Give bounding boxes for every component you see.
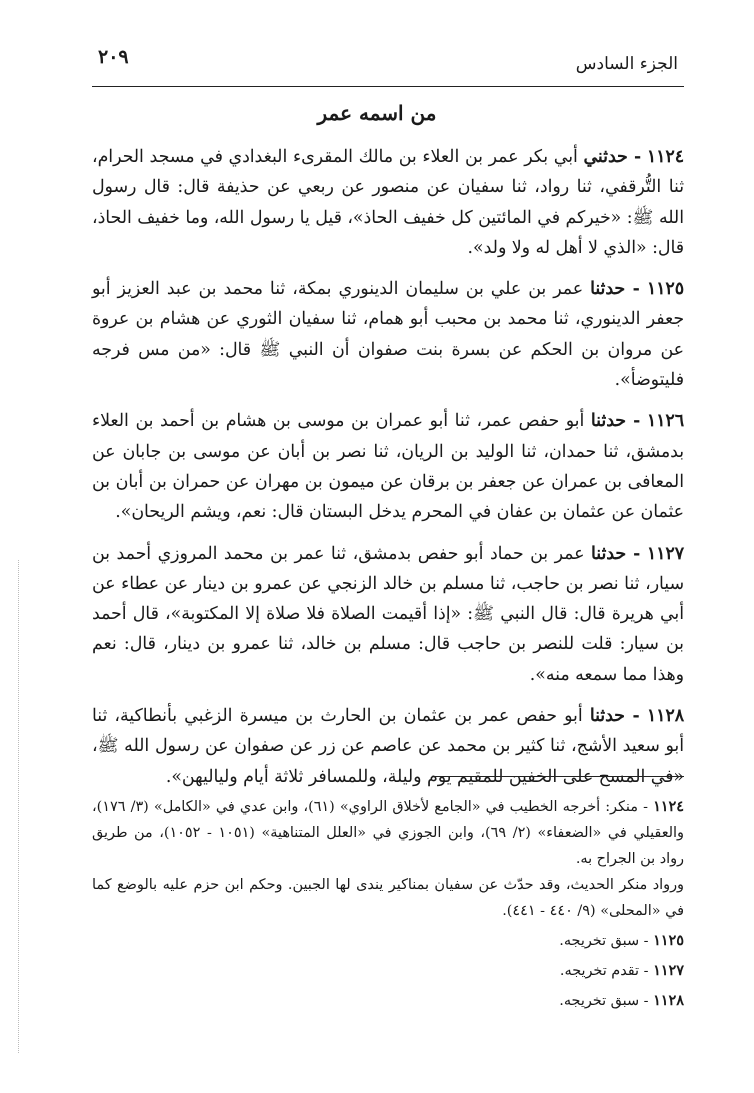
- hadith-text: أبو حفص عمر بن عثمان بن الحارث بن ميسرة الزغبي بأنطاكية، ثنا أبو سعيد الأشج، ثنا كثير بن محمد عن عاصم عن زر عن صفوان عن رسول الله ﷺ، «في المسح على الخفين للمقيم يوم وليلة، وللمسافر ثلاثة أيام ولياليهن».: [92, 706, 684, 787]
- footnote-text: سبق تخريجه.: [559, 933, 640, 949]
- scan-gutter-line: [18, 560, 19, 1053]
- footnotes: [92, 794, 684, 1014]
- hadith-lead-word: حدثنا: [589, 706, 625, 727]
- hadith-entry: ١١٢٥ - حدثنا عمر بن علي بن سليمان الدينوري بمكة، ثنا محمد بن عبد العزيز أبو جعفر الدينوري، ثنا محمد بن محبب أبو همام، ثنا سفيان الثوري عن هشام بن عروة عن مروان بن الحكم عن بسرة بنت صفوان أن النبي ﷺ قال: «من مس فرجه فليتوضأ».: [92, 279, 684, 391]
- hadith-text: عمر بن علي بن سليمان الدينوري بمكة، ثنا محمد بن عبد العزيز أبو جعفر الدينوري، ثنا محمد بن محبب أبو همام، ثنا سفيان الثوري عن هشام بن عروة عن مروان بن الحكم عن بسرة بنت صفوان أن النبي ﷺ قال: «من مس فرجه فليتوضأ».: [92, 279, 684, 391]
- footnote-divider: [432, 776, 684, 777]
- footnote-text: تقدم تخريجه.: [559, 963, 640, 979]
- footnote-number: ١١٢٤: [653, 798, 684, 815]
- footnote-number: ١١٢٨: [653, 992, 684, 1009]
- footnote-text: منكر: أخرجه الخطيب في «الجامع لأخلاق الراوي» (٦١)، وابن عدي في «الكامل» (٣/ ١٧٦)، والعقيلي في «الضعفاء» (٢/ ٦٩)، وابن الجوزي في «العلل المتناهية» (١٠٥١ - ١٠٥٢)، من طريق رواد بن الجراح به.: [92, 799, 684, 867]
- footnote-number: ١١٢٧: [653, 962, 684, 979]
- footnote: ١١٢٧ - تقدم تخريجه.: [559, 962, 684, 979]
- footnote: [92, 872, 684, 924]
- hadith-lead-word: حدثنا: [590, 279, 626, 300]
- main-text: [92, 142, 684, 792]
- hadith-entry: ١١٢٤ - حدثني أبي بكر عمر بن العلاء بن مالك المقرىء البغدادي في مسجد الحرام، ثنا التُّرقفي، ثنا رواد، ثنا سفيان عن منصور عن ربعي عن حذيفة قال: قال رسول الله ﷺ: «خيركم في المائتين كل خفيف الحاذ»، قيل يا رسول الله، وما خفيف الحاذ، قال: «الذي لا أهل له ولا ولد».: [92, 147, 684, 258]
- footnote: ١١٢٥ - سبق تخريجه.: [559, 932, 684, 949]
- footnote-number: ١١٢٥: [653, 932, 684, 949]
- hadith-number: ١١٢٦: [646, 411, 684, 432]
- hadith-lead-word: حدثنا: [591, 543, 627, 564]
- hadith-text: أبو حفص عمر، ثنا أبو عمران بن موسى بن هشام بن أحمد بن العلاء بدمشق، ثنا حمدان، ثنا الوليد بن الريان، ثنا نصر بن أبان عن موسى بن جابان عن المعافى بن عمران عن جعفر بن برقان عن ميمون بن مهران عن حمران بن أبان بن عثمان عن عثمان بن عفان في المحرم يدخل البستان قال: نعم، ويشم الريحان».: [92, 411, 684, 523]
- hadith-entry: ١١٢٦ - حدثنا أبو حفص عمر، ثنا أبو عمران بن موسى بن هشام بن أحمد بن العلاء بدمشق، ثنا حمدان، ثنا الوليد بن الريان، ثنا نصر بن أبان عن موسى بن جابان عن المعافى بن عمران عن جعفر بن برقان عن ميمون بن مهران عن حمران بن أبان بن عثمان عن عثمان بن عفان في المحرم يدخل البستان قال: نعم، ويشم الريحان».: [92, 411, 684, 523]
- hadith-number: ١١٢٧: [646, 543, 684, 564]
- footnote-text: سبق تخريجه.: [559, 993, 640, 1009]
- hadith-entry: ١١٢٧ - حدثنا عمر بن حماد أبو حفص بدمشق، ثنا عمر بن محمد المروزي أحمد بن سيار، ثنا نصر بن حاجب، ثنا مسلم بن خالد الزنجي عن عمرو بن دينار عن عطاء عن أبي هريرة قال: قال النبي ﷺ: «إذا أقيمت الصلاة فلا صلاة إلا المكتوبة»، قال أحمد بن سيار: قلت للنصر بن حاجب قال: مسلم بن خالد، ثنا عمرو بن دينار، قال: نعم وهذا مما سمعه منه».: [92, 543, 684, 685]
- hadith-text: أبي بكر عمر بن العلاء بن مالك المقرىء البغدادي في مسجد الحرام، ثنا التُّرقفي، ثنا رواد، ثنا سفيان عن منصور عن ربعي عن حذيفة قال: قال رسول الله ﷺ: «خيركم في المائتين كل خفيف الحاذ»، قيل يا رسول الله، وما خفيف الحاذ، قال: «الذي لا أهل له ولا ولد».: [92, 147, 684, 258]
- footnote: ١١٢٨ - سبق تخريجه.: [559, 992, 684, 1009]
- hadith-number: ١١٢٤: [646, 147, 684, 167]
- volume-title: الجزء السادس: [575, 54, 678, 74]
- footnote-text: ورواد منكر الحديث، وقد حدّث عن سفيان بمناكير يندى لها الجبين. وحكم ابن حزم عليه بالوضع كما في «المحلى» (٩/ ٤٤٠ - ٤٤١).: [92, 877, 684, 919]
- hadith-entry: ١١٢٨ - حدثنا أبو حفص عمر بن عثمان بن الحارث بن ميسرة الزغبي بأنطاكية، ثنا أبو سعيد الأشج، ثنا كثير بن محمد عن عاصم عن زر عن صفوان عن رسول الله ﷺ، «في المسح على الخفين للمقيم يوم وليلة، وللمسافر ثلاثة أيام ولياليهن».: [92, 706, 684, 787]
- hadith-text: عمر بن حماد أبو حفص بدمشق، ثنا عمر بن محمد المروزي أحمد بن سيار، ثنا نصر بن حاجب، ثنا مسلم بن خالد الزنجي عن عمرو بن دينار عن عطاء عن أبي هريرة قال: قال النبي ﷺ: «إذا أقيمت الصلاة فلا صلاة إلا المكتوبة»، قال أحمد بن سيار: قلت للنصر بن حاجب قال: مسلم بن خالد، ثنا عمرو بن دينار، قال: نعم وهذا مما سمعه منه».: [92, 543, 684, 685]
- page-number: ٢٠٩: [98, 46, 129, 68]
- running-header: [92, 42, 684, 87]
- hadith-number: ١١٢٥: [646, 279, 684, 300]
- section-title: من اسمه عمر: [317, 101, 437, 125]
- footnote: ١١٢٤ - منكر: أخرجه الخطيب في «الجامع لأخلاق الراوي» (٦١)، وابن عدي في «الكامل» (٣/ ١٧٦)، والعقيلي في «الضعفاء» (٢/ ٦٩)، وابن الجوزي في «العلل المتناهية» (١٠٥١ - ١٠٥٢)، من طريق رواد بن الجراح به.: [92, 798, 684, 867]
- hadith-number: ١١٢٨: [646, 706, 684, 727]
- hadith-lead-word: حدثني: [583, 147, 628, 167]
- hadith-lead-word: حدثنا: [590, 411, 626, 432]
